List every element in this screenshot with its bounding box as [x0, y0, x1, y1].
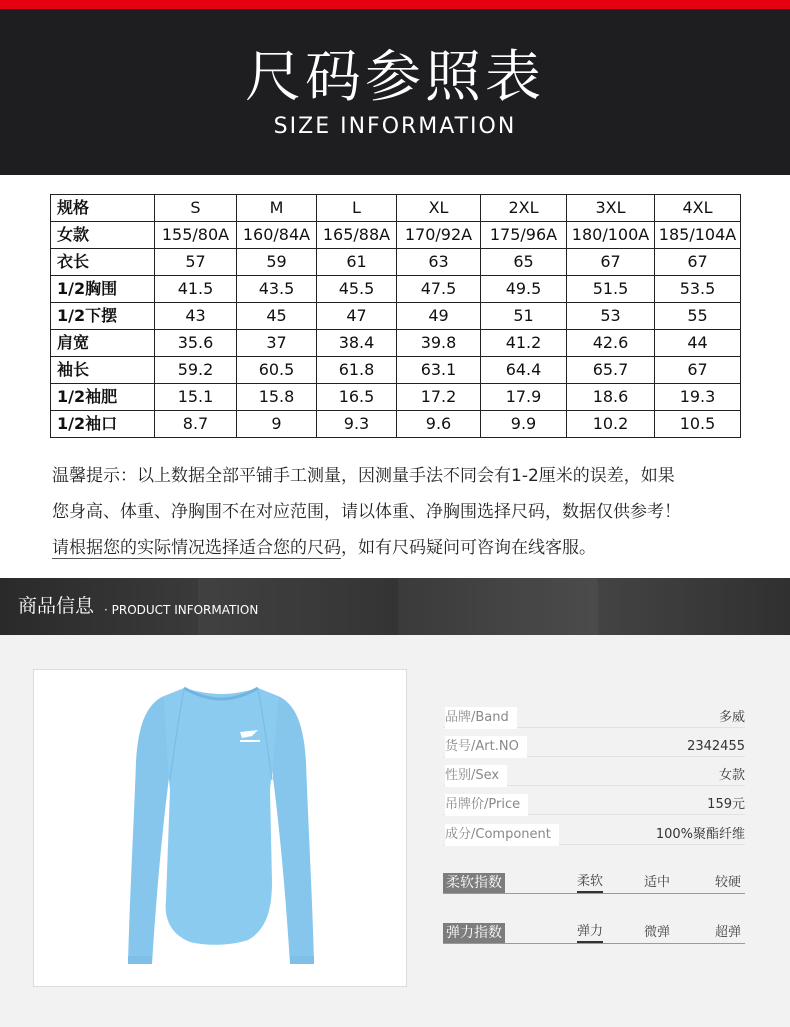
table-cell: 10.2 — [567, 411, 655, 438]
info-label: 货号/Art.NO — [445, 736, 527, 758]
info-label: 性别/Sex — [445, 765, 507, 787]
size-notice — [52, 458, 752, 566]
table-cell: 45 — [237, 303, 317, 330]
table-cell: 65.7 — [567, 357, 655, 384]
table-cell: 67 — [655, 357, 741, 384]
table-row — [51, 384, 741, 411]
table-header-cell: 3XL — [567, 195, 655, 222]
elasticity-scale — [443, 923, 745, 947]
table-cell: 61.8 — [317, 357, 397, 384]
table-cell: 9.3 — [317, 411, 397, 438]
table-cell: 160/84A — [237, 222, 317, 249]
info-label: 品牌/Band — [445, 707, 517, 729]
table-cell: 165/88A — [317, 222, 397, 249]
table-cell: 67 — [567, 249, 655, 276]
table-cell: 59.2 — [155, 357, 237, 384]
table-cell: 44 — [655, 330, 741, 357]
shirt-image — [34, 670, 406, 986]
table-cell: 42.6 — [567, 330, 655, 357]
elasticity-label: 弹力指数 — [443, 923, 505, 943]
notice-line: 您身高、体重、净胸围不在对应范围，请以体重、净胸围选择尺码，数据仅供参考！ — [52, 502, 681, 522]
table-header-cell: 规格 — [51, 195, 155, 222]
table-cell: 53.5 — [655, 276, 741, 303]
table-cell: 180/100A — [567, 222, 655, 249]
table-row — [51, 222, 741, 249]
table-cell: 15.8 — [237, 384, 317, 411]
table-cell: 39.8 — [397, 330, 481, 357]
table-cell: 185/104A — [655, 222, 741, 249]
info-row-price — [443, 794, 745, 816]
table-cell: 18.6 — [567, 384, 655, 411]
table-row-label: 1/2胸围 — [51, 276, 155, 303]
info-value: 159元 — [707, 797, 745, 812]
table-cell: 8.7 — [155, 411, 237, 438]
table-cell: 43.5 — [237, 276, 317, 303]
elasticity-option: 超弹 — [715, 925, 742, 940]
top-accent-bar — [0, 0, 790, 9]
table-cell: 9.6 — [397, 411, 481, 438]
table-cell: 155/80A — [155, 222, 237, 249]
table-row — [51, 249, 741, 276]
table-row-label: 衣长 — [51, 249, 155, 276]
table-row — [51, 276, 741, 303]
page-title: 尺码参照表 — [245, 45, 545, 110]
table-cell: 170/92A — [397, 222, 481, 249]
table-cell: 64.4 — [481, 357, 567, 384]
table-cell: 61 — [317, 249, 397, 276]
product-photo — [33, 669, 407, 987]
table-header-cell: L — [317, 195, 397, 222]
banner-texture-panel — [598, 578, 790, 635]
table-cell: 41.5 — [155, 276, 237, 303]
table-cell: 63.1 — [397, 357, 481, 384]
softness-option: 适中 — [644, 875, 671, 890]
info-value: 女款 — [718, 768, 745, 783]
table-row-label: 女款 — [51, 222, 155, 249]
table-cell: 15.1 — [155, 384, 237, 411]
table-cell: 49.5 — [481, 276, 567, 303]
table-header-cell: S — [155, 195, 237, 222]
table-cell: 38.4 — [317, 330, 397, 357]
table-row-label: 1/2袖肥 — [51, 384, 155, 411]
table-cell: 47 — [317, 303, 397, 330]
table-cell: 9 — [237, 411, 317, 438]
table-cell: 37 — [237, 330, 317, 357]
table-cell: 55 — [655, 303, 741, 330]
banner-subtitle: · PRODUCT INFORMATION — [104, 603, 259, 617]
elasticity-option: 微弹 — [644, 925, 671, 940]
table-cell: 9.9 — [481, 411, 567, 438]
table-row — [51, 303, 741, 330]
table-cell: 60.5 — [237, 357, 317, 384]
table-cell: 49 — [397, 303, 481, 330]
table-cell: 16.5 — [317, 384, 397, 411]
banner-texture-panel — [398, 578, 598, 635]
table-header-cell: XL — [397, 195, 481, 222]
table-cell: 67 — [655, 249, 741, 276]
table-row-label: 袖长 — [51, 357, 155, 384]
softness-option-selected: 柔软 — [577, 873, 603, 893]
table-cell: 59 — [237, 249, 317, 276]
product-info-banner — [0, 578, 790, 635]
info-value: 2342455 — [687, 739, 745, 754]
softness-label: 柔软指数 — [443, 873, 505, 893]
table-cell: 51 — [481, 303, 567, 330]
table-cell: 10.5 — [655, 411, 741, 438]
info-row-art-no — [443, 736, 745, 758]
info-label: 吊牌价/Price — [445, 794, 528, 816]
info-row-brand — [443, 707, 745, 729]
page-subtitle: SIZE INFORMATION — [273, 114, 517, 139]
table-cell: 19.3 — [655, 384, 741, 411]
notice-underlined-text: 请根据您的实际情况选择适合您的尺码 — [52, 538, 341, 558]
table-row — [51, 411, 741, 438]
table-header-cell: 4XL — [655, 195, 741, 222]
table-row-label: 1/2袖口 — [51, 411, 155, 438]
info-row-sex — [443, 765, 745, 787]
info-label: 成分/Component — [445, 824, 559, 846]
table-cell: 63 — [397, 249, 481, 276]
size-table — [50, 194, 741, 438]
table-row — [51, 330, 741, 357]
table-cell: 41.2 — [481, 330, 567, 357]
table-header-row — [51, 195, 741, 222]
notice-text: ，如有尺码疑问可咨询在线客服。 — [341, 538, 596, 558]
table-cell: 17.9 — [481, 384, 567, 411]
banner-title: 商品信息 — [18, 595, 95, 617]
notice-line: 温馨提示：以上数据全部平铺手工测量，因测量手法不同会有1-2厘米的误差，如果 — [52, 466, 675, 486]
table-cell: 175/96A — [481, 222, 567, 249]
softness-option: 较硬 — [715, 875, 742, 890]
table-row — [51, 357, 741, 384]
notice-line — [52, 530, 752, 566]
table-header-cell: 2XL — [481, 195, 567, 222]
table-cell: 51.5 — [567, 276, 655, 303]
table-cell: 47.5 — [397, 276, 481, 303]
table-cell: 45.5 — [317, 276, 397, 303]
info-value: 100%聚酯纤维 — [655, 827, 745, 842]
table-row-label: 肩宽 — [51, 330, 155, 357]
table-cell: 57 — [155, 249, 237, 276]
table-cell: 17.2 — [397, 384, 481, 411]
elasticity-option-selected: 弹力 — [577, 923, 603, 943]
table-cell: 53 — [567, 303, 655, 330]
table-cell: 43 — [155, 303, 237, 330]
info-row-component — [443, 824, 745, 846]
info-value: 多威 — [718, 710, 745, 725]
table-header-cell: M — [237, 195, 317, 222]
table-cell: 65 — [481, 249, 567, 276]
size-header — [0, 9, 790, 175]
table-cell: 35.6 — [155, 330, 237, 357]
table-row-label: 1/2下摆 — [51, 303, 155, 330]
softness-scale — [443, 873, 745, 897]
